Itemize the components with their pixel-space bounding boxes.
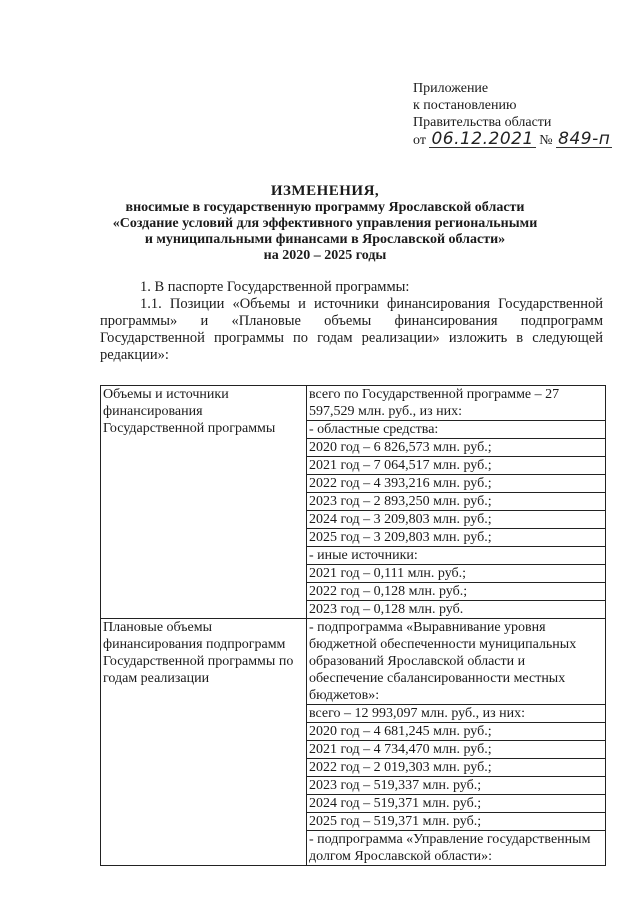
title-line-1: вносимые в государственную программу Ярославской области [125, 200, 525, 215]
title-main: ИЗМЕНЕНИЯ, [270, 183, 380, 199]
table-line: 2023 год – 2 893,250 млн. руб.; [307, 493, 605, 511]
appendix-date-number [413, 131, 613, 149]
table-line: 2022 год – 4 393,216 млн. руб.; [307, 475, 605, 493]
paragraph-1-1: 1.1. Позиции «Объемы и источники финансирования Государственной программы» и «Плановые объемы финансирования подпрограмм Государственной программы по годам реализации» изложить в следующей редакции»: [100, 296, 603, 363]
passport-table [100, 385, 606, 866]
table-line: 2020 год – 6 826,573 млн. руб.; [307, 439, 605, 457]
document-title [80, 183, 570, 264]
table-line: 2025 год – 519,371 млн. руб.; [307, 813, 605, 831]
appendix-line-government: Правительства области [413, 115, 552, 130]
table-line: 2024 год – 3 209,803 млн. руб.; [307, 511, 605, 529]
handwritten-number: 849-п [558, 129, 611, 149]
appendix-line-resolution: к постановлению [413, 98, 517, 113]
number-sign: № [539, 133, 553, 148]
table-line: 2021 год – 4 734,470 млн. руб.; [307, 741, 605, 759]
table-line: 2021 год – 7 064,517 млн. руб.; [307, 457, 605, 475]
row-label: Объемы и источники финансирования Государственной программы [101, 386, 307, 619]
appendix-title: Приложение [413, 81, 489, 96]
table-line: - областные средства: [307, 421, 605, 439]
table-line: 2021 год – 0,111 млн. руб.; [307, 565, 605, 583]
table-line: - подпрограмма «Управление государственным долгом Ярославской области»: [309, 832, 591, 864]
handwritten-date: 06.12.2021 [431, 129, 534, 149]
table-line: 2023 год – 519,337 млн. руб.; [307, 777, 605, 795]
title-line-2: «Создание условий для эффективного управления региональными [112, 216, 538, 231]
table-line: 2022 год – 2 019,303 млн. руб.; [307, 759, 605, 777]
table-line: 2024 год – 519,371 млн. руб.; [307, 795, 605, 813]
table-line: всего по Государственной программе – 27 597,529 млн. руб., из них: [307, 386, 605, 421]
table-row [101, 386, 606, 619]
row-content [307, 619, 606, 866]
table-line: 2023 год – 0,128 млн. руб. [309, 602, 464, 617]
row-label: Плановые объемы финансирования подпрограмм Государственной программы по годам реализации [101, 619, 307, 866]
table-line: 2025 год – 3 209,803 млн. руб.; [307, 529, 605, 547]
title-line-3: и муниципальными финансами в Ярославской области» [144, 232, 506, 247]
table-line: 2022 год – 0,128 млн. руб.; [307, 583, 605, 601]
table-line: - иные источники: [307, 547, 605, 565]
paragraph-1: 1. В паспорте Государственной программы: [140, 279, 410, 295]
date-prefix: от [413, 133, 426, 148]
table-line: всего – 12 993,097 млн. руб., из них: [307, 705, 605, 723]
table-line: - подпрограмма «Выравнивание уровня бюджетной обеспеченности муниципальных образований Ярославской области и обеспечение сбалансированности местных бюджетов»: [307, 619, 605, 705]
title-line-4: на 2020 – 2025 годы [263, 248, 387, 263]
appendix-block [413, 80, 613, 149]
row-content [307, 386, 606, 619]
table-row [101, 619, 606, 866]
table-line: 2020 год – 4 681,245 млн. руб.; [307, 723, 605, 741]
